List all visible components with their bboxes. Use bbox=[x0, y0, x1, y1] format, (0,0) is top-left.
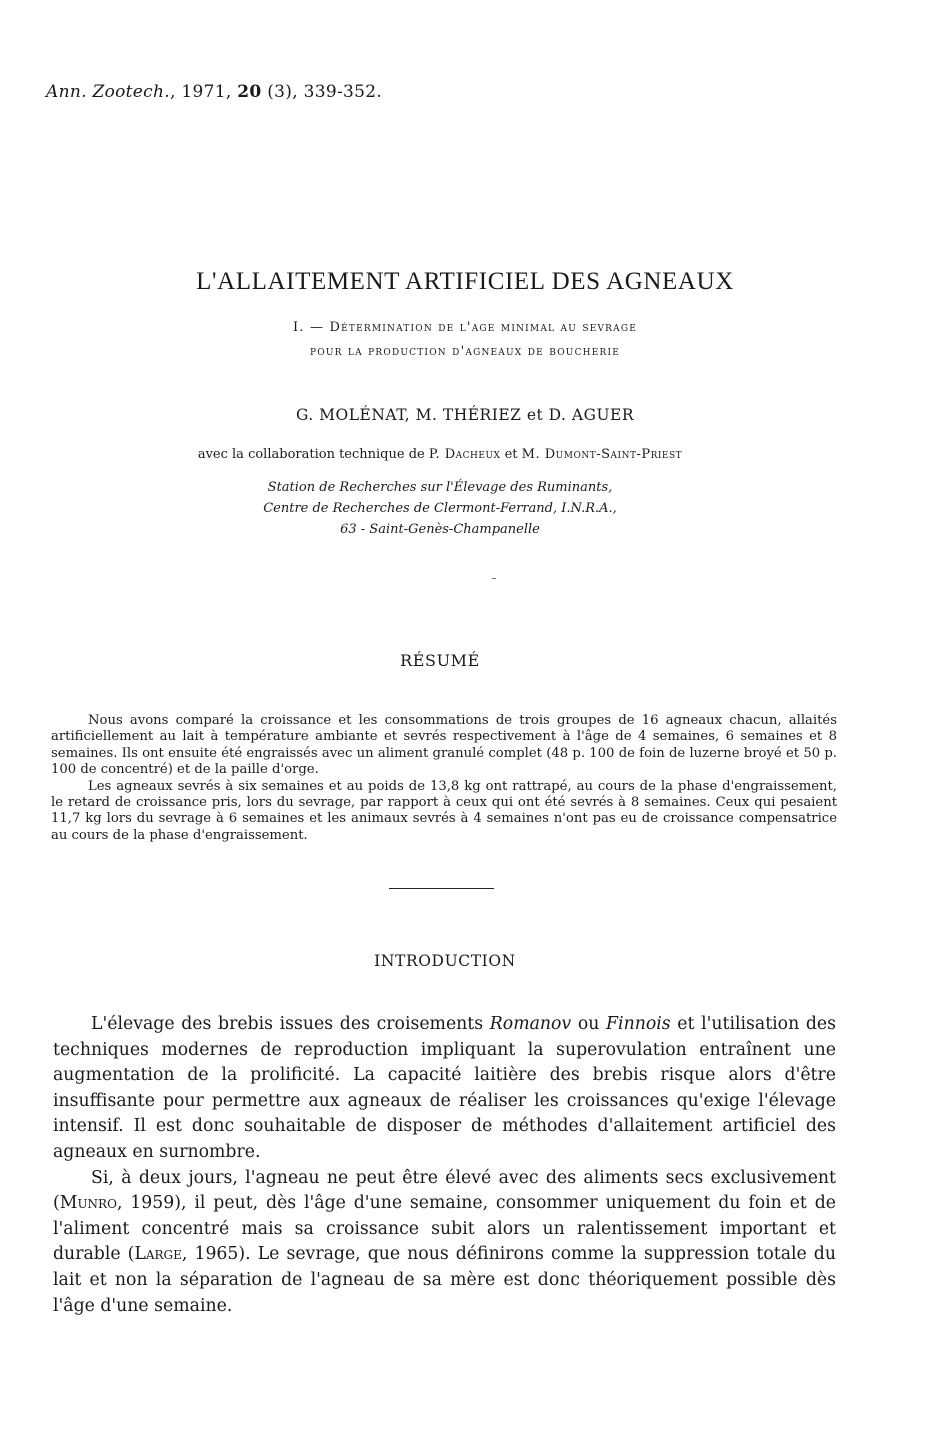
introduction-body bbox=[53, 1012, 836, 1319]
resume-paragraph: Nous avons comparé la croissance et les consommations de trois groupes de 16 agneaux chacun, allaités artificiellement au lait à température ambiante et sevrés respectivement à l'âge de 4 semaines, 6 semaines et 8 semaines. Ils ont ensuite été engraissés avec un aliment granulé complet (48 p. 100 de foin de luzerne broyé et 50 p. 100 de concentré) et de la paille d'orge. bbox=[51, 713, 837, 778]
subtitle-line-2: pour la production d'agneaux de boucherie bbox=[310, 344, 620, 359]
citation-author: Munro bbox=[59, 1193, 117, 1214]
text-span: , 1959), il peut, dès l'âge d'une semaine, consommer uniquement du foin et de l'aliment concentré mais sa croissance subit alors un ralentissement important et durable ( bbox=[53, 1193, 836, 1265]
article-subtitle bbox=[0, 316, 930, 364]
text-span: ou bbox=[577, 1014, 600, 1034]
article-title: L'ALLAITEMENT ARTIFICIEL DES AGNEAUX bbox=[196, 268, 734, 295]
technical-collaboration bbox=[0, 447, 880, 462]
affiliation bbox=[0, 477, 880, 540]
introduction-paragraph bbox=[53, 1166, 836, 1320]
citation-volume: 20 bbox=[237, 82, 262, 102]
affiliation-line: Centre de Recherches de Clermont-Ferrand, I.N.R.A., bbox=[263, 501, 617, 516]
breed-name: Romanov bbox=[489, 1014, 572, 1034]
collaboration-prefix: avec la collaboration technique de bbox=[197, 447, 425, 462]
citation-pages: (3), 339-352. bbox=[267, 82, 383, 102]
journal-name: Ann. Zootech. bbox=[46, 82, 170, 102]
text-span: et l'utilisation des techniques modernes de reproduction impliquant la superovulation entraînent une augmentation de la prolificité. La capacité laitière des brebis risque alors d'être insuffisante pour permettre aux agneaux de réaliser les croissances qu'exige l'élevage intensif. Il est donc souhaitable de disposer de méthodes d'allaitement artificiel des agneaux en surnombre. bbox=[53, 1014, 837, 1162]
text-span: L'élevage des brebis issues des croisements bbox=[91, 1014, 484, 1034]
subtitle-line-1: I. — Détermination de l'age minimal au sevrage bbox=[292, 320, 638, 335]
citation: Ann. Zootech., 1971, 20 (3), 339-352. bbox=[46, 82, 383, 102]
introduction-heading: INTRODUCTION bbox=[374, 952, 516, 970]
text-span: Si, à deux jours, l'agneau ne peut être élevé avec des aliments secs exclusivement ( bbox=[53, 1167, 836, 1214]
separator-mark bbox=[492, 578, 496, 579]
collaborator-name: P. Dacheux bbox=[428, 447, 501, 462]
citation-year: 1971 bbox=[181, 82, 226, 102]
breed-name: Finnois bbox=[606, 1014, 671, 1034]
resume-abstract bbox=[51, 713, 837, 844]
collaborator-name: M. Dumont-Saint-Priest bbox=[521, 447, 683, 462]
authors: G. MOLÉNAT, M. THÉRIEZ et D. AGUER bbox=[295, 406, 635, 424]
affiliation-line: 63 - Saint-Genès-Champanelle bbox=[340, 522, 540, 537]
introduction-paragraph bbox=[53, 1012, 836, 1166]
resume-paragraph: Les agneaux sevrés à six semaines et au poids de 13,8 kg ont rattrapé, au cours de la phase d'engraissement, le retard de croissance pris, lors du sevrage, par rapport à ceux qui ont été sevrés à 8 semaines. Ceux qui pesaient 11,7 kg lors du sevrage à 6 semaines et les animaux sevrés à 4 semaines n'ont pas eu de croissance compensatrice au cours de la phase d'engraissement. bbox=[51, 778, 837, 843]
section-divider bbox=[389, 888, 494, 889]
collaboration-connector: et bbox=[504, 447, 518, 462]
text-span: , 1965). Le sevrage, que nous définirons comme la suppression totale du lait et non la séparation de l'agneau de sa mère est donc théoriquement possible dès l'âge d'une semaine. bbox=[53, 1244, 837, 1316]
resume-heading: RÉSUMÉ bbox=[400, 651, 480, 670]
affiliation-line: Station de Recherches sur l'Élevage des Ruminants, bbox=[267, 480, 613, 495]
citation-author: Large bbox=[134, 1244, 182, 1265]
